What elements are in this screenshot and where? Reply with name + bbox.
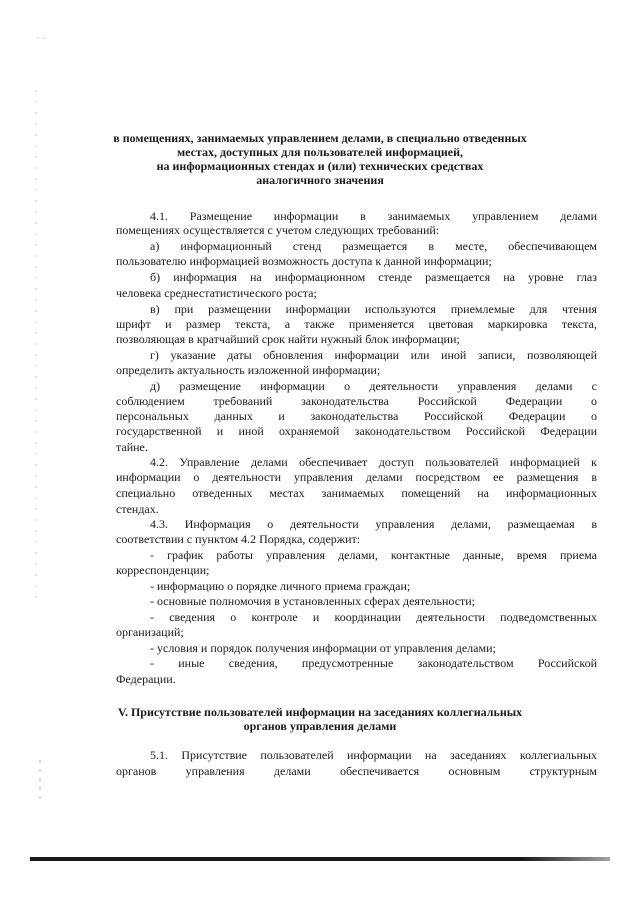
paragraph-line: соблюдением требований законодательства Российской Федерации о bbox=[116, 394, 597, 408]
paragraph-line: - основные полномочия в установленных сферах деятельности; bbox=[150, 594, 476, 608]
paragraph-line: - информацию о порядке личного приема граждан; bbox=[150, 579, 411, 593]
paragraph-line: в) при размещении информации используются приемлемые для чтения bbox=[150, 302, 597, 316]
paragraph-line: соответствии с пунктом 4.2 Порядка, содержит: bbox=[116, 532, 361, 546]
paragraph-line: шрифт и размер текста, а также применяется цветовая маркировка текста, bbox=[116, 317, 597, 331]
paragraph-line: стендах. bbox=[116, 502, 159, 516]
paragraph-line: персональных данных и законодательства Российской Федерации о bbox=[116, 409, 597, 423]
paragraph-line: - график работы управления делами, контактные данные, время приема bbox=[150, 548, 597, 562]
paragraph-line: корреспонденции; bbox=[116, 563, 210, 577]
section-v-title bbox=[110, 705, 530, 733]
heading-line: V. Присутствие пользователей информации на заседаниях коллегиальных bbox=[117, 705, 523, 719]
paragraph-line: а) информационный стенд размещается в месте, обеспечивающем bbox=[150, 239, 597, 253]
heading-line: на информационных стендах и (или) технических средствах bbox=[156, 159, 484, 173]
paragraph-line: государственной и иной охраняемой законодательством Российской Федерации bbox=[116, 424, 597, 438]
paragraph-line: определить актуальность изложенной информации; bbox=[116, 363, 381, 377]
paragraph-line: Федерации. bbox=[116, 672, 176, 686]
paragraph-line: органов управления делами обеспечивается основным структурным bbox=[116, 764, 597, 778]
paragraph-line: д) размещение информации о деятельности управления делами с bbox=[150, 379, 597, 393]
paragraph-line: помещениях осуществляется с учетом следующих требований: bbox=[116, 223, 440, 237]
paragraph-line: информации о деятельности управления делами посредством ее размещения в bbox=[116, 470, 597, 484]
scan-bottom-edge bbox=[30, 857, 610, 861]
heading-line: органов управления делами bbox=[243, 719, 397, 733]
paragraph-line: - условия и порядок получения информации от управления делами; bbox=[150, 641, 496, 655]
paragraph-line: б) информация на информационном стенде размещается на уровне глаз bbox=[150, 270, 597, 284]
paragraph-line: тайне. bbox=[116, 440, 148, 454]
paragraph-line: 4.3. Информация о деятельности управления делами, размещаемая в bbox=[150, 517, 597, 531]
paragraph-line: человека среднестатистического роста; bbox=[116, 286, 317, 300]
section-heading bbox=[110, 131, 530, 187]
paragraph-line: - сведения о контроле и координации деятельности подведомственных bbox=[150, 610, 597, 624]
paragraph-line: 4.2. Управление делами обеспечивает доступ пользователей информацией к bbox=[150, 455, 597, 469]
paragraph-line: пользователю информацией возможность доступа к данной информации; bbox=[116, 254, 492, 268]
paragraph-line: организаций; bbox=[116, 625, 184, 639]
paragraph-line: г) указание даты обновления информации или иной записи, позволяющей bbox=[150, 348, 597, 362]
paragraph-line: - иные сведения, предусмотренные законодательством Российской bbox=[150, 656, 597, 670]
paragraph-line: позволяющая в кратчайший срок найти нужный блок информации; bbox=[116, 332, 460, 346]
paragraph-line: специально отведенных местах занимаемых помещений на информационных bbox=[116, 486, 597, 500]
heading-line: аналогичного значения bbox=[256, 173, 384, 187]
paragraph-line: 5.1. Присутствие пользователей информации на заседаниях коллегиальных bbox=[150, 748, 597, 762]
heading-line: в помещениях, занимаемых управлением делами, в специально отведенных bbox=[113, 131, 527, 145]
heading-line: местах, доступных для пользователей информацией, bbox=[176, 145, 464, 159]
paragraph-line: 4.1. Размещение информации в занимаемых управлением делами bbox=[150, 209, 597, 223]
